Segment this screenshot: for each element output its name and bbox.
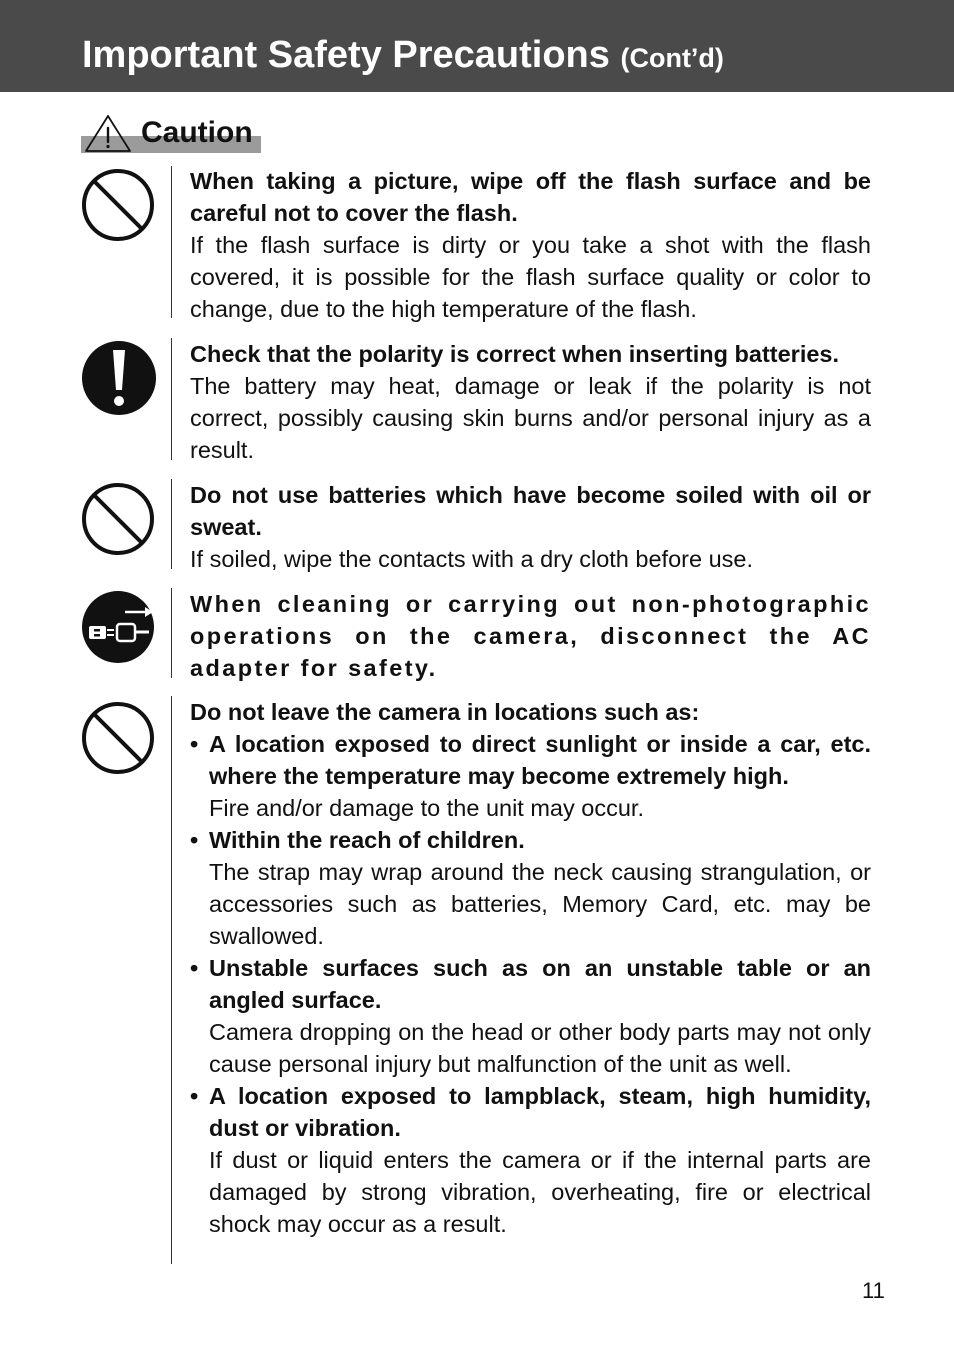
item-text: [190, 338, 871, 466]
caution-item-soiled-batteries: [0, 479, 954, 571]
item-divider: [171, 588, 172, 678]
list-item: [190, 1080, 871, 1240]
prohibition-icon: [81, 482, 155, 556]
list-item-body: Camera dropping on the head or other body parts may not only cause personal injury but malfunction of the unit as well.: [209, 1019, 871, 1077]
caution-item-ac-adapter: [0, 588, 954, 680]
item-text: [190, 696, 871, 1240]
item-heading: When cleaning or carrying out non-photographic operations on the camera, disconnect the AC adapter for safety.: [190, 591, 871, 681]
item-text: [190, 588, 871, 684]
item-body: If soiled, wipe the contacts with a dry cloth before use.: [190, 546, 753, 572]
page-title-suffix: (Cont’d): [620, 43, 724, 73]
page-number: 11: [862, 1278, 885, 1303]
caution-item-flash: [0, 166, 954, 321]
page-title-main: Important Safety Precautions: [82, 34, 610, 76]
list-item: [190, 728, 871, 824]
item-body: The battery may heat, damage or leak if the polarity is not correct, possibly causing skin burns and/or personal injury as a result.: [190, 373, 871, 463]
list-item-title: • A location exposed to direct sunlight or inside a car, etc. where the temperature may become extremely high.: [209, 731, 871, 789]
list-item-body: If dust or liquid enters the camera or if the internal parts are damaged by strong vibration, overheating, fire or electrical shock may occur as a result.: [209, 1147, 871, 1237]
list-item-title: • Unstable surfaces such as on an unstable table or an angled surface.: [209, 955, 871, 1013]
item-text: [190, 165, 871, 325]
item-heading: Do not leave the camera in locations such as:: [190, 699, 700, 725]
item-heading: When taking a picture, wipe off the flash surface and be careful not to cover the flash.: [190, 168, 871, 226]
item-heading: Do not use batteries which have become soiled with oil or sweat.: [190, 482, 871, 540]
list-item-title: • A location exposed to lampblack, steam, high humidity, dust or vibration.: [209, 1083, 871, 1141]
location-list: [190, 728, 871, 1240]
unplug-icon: [81, 590, 155, 664]
caution-item-locations: [0, 696, 954, 1266]
list-item-body: The strap may wrap around the neck causing strangulation, or accessories such as batteries, Memory Card, etc. may be swallowed.: [209, 859, 871, 949]
item-divider: [171, 338, 172, 460]
item-body: If the flash surface is dirty or you take a shot with the flash covered, it is possible for the flash surface quality or color to change, due to the high temperature of the flash.: [190, 232, 871, 322]
caution-heading: Caution: [141, 116, 253, 149]
list-item-body: Fire and/or damage to the unit may occur.: [209, 795, 644, 821]
prohibition-icon: [81, 168, 155, 242]
item-divider: [171, 696, 172, 1264]
item-heading: Check that the polarity is correct when inserting batteries.: [190, 341, 840, 367]
caution-item-polarity: [0, 338, 954, 462]
item-divider: [171, 479, 172, 569]
caution-label: [81, 114, 261, 153]
page-header: [0, 0, 954, 92]
list-item-title: • Within the reach of children.: [209, 827, 525, 853]
item-divider: [171, 166, 172, 318]
prohibition-icon: [81, 701, 155, 775]
list-item: [190, 824, 871, 952]
warning-triangle-icon: [84, 114, 132, 152]
mandatory-action-icon: [81, 340, 157, 416]
page-title: [82, 33, 724, 80]
item-text: [190, 479, 871, 575]
list-item: [190, 952, 871, 1080]
